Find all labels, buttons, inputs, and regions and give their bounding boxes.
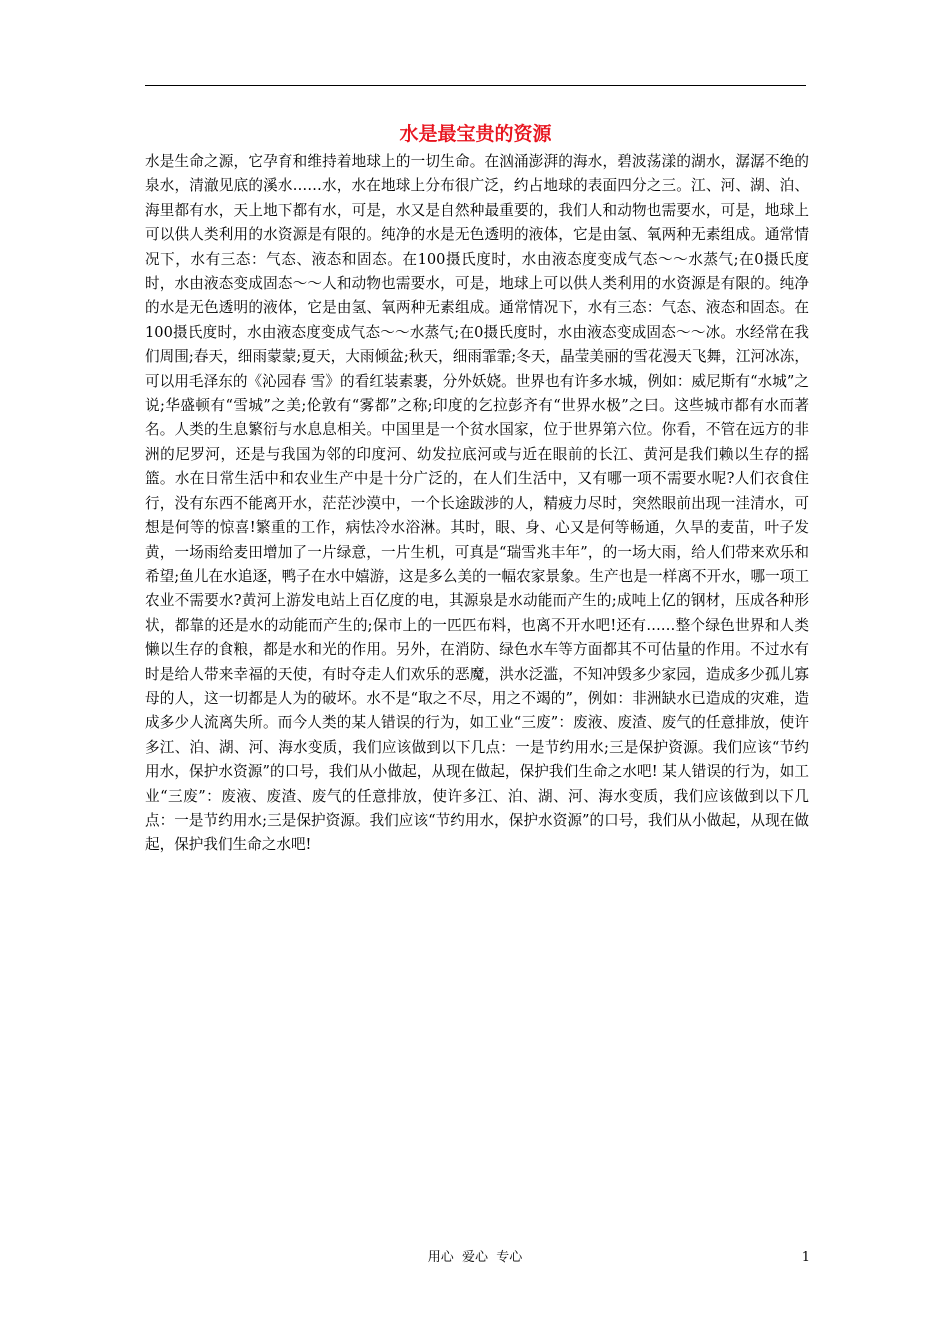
document-title: 水是最宝贵的资源 [399, 123, 552, 145]
header-rule [145, 85, 806, 86]
footer-slogan: 用心 爱心 专心 [427, 1250, 523, 1265]
document-body: 水是生命之源，它孕育和维持着地球上的一切生命。在汹涌澎湃的海水，碧波荡漾的湖水，潺潺不绝的泉水，清澈见底的溪水……水，水在地球上分布很广泛，约占地球的表面四分之三。江、河、湖、泊、海里都有水，天上地下都有水，可是，水又是自然种最重要的，我们人和动物也需要水，可是，地球上可以供人类利用的水资源是有限的。纯净的水是无色透明的液体，它是由氢、氧两种无素组成。通常情况下，水有三态：气态、液态和固态。在100摄氏度时，水由液态度变成气态～～水蒸气;在0摄氏度时，水由液态变成固态～～人和动物也需要水，可是，地球上可以供人类利用的水资源是有限的。纯净的水是无色透明的液体，它是由氢、氧两种无素组成。通常情况下，水有三态：气态、液态和固态。在100摄氏度时，水由液态度变成气态～～水蒸气;在0摄氏度时，水由液态变成固态～～冰。水经常在我们周围;春天，细雨蒙蒙;夏天，大雨倾盆;秋天，细雨霏霏;冬天，晶莹美丽的雪花漫天飞舞，江河冰冻，可以用毛泽东的《沁园春 雪》的看红装素裹，分外妖娆。世界也有许多水城，例如：威尼斯有“水城”之说;华盛顿有“雪城”之美;伦敦有“雾都”之称;印度的乞拉彭齐有“世界水极”之曰。这些城市都有水而著名。人类的生息繁衍与水息息相关。中国里是一个贫水国家，位于世界第六位。你看，不管在远方的非洲的尼罗河，还是与我国为邻的印度河、幼发拉底河或与近在眼前的长江、黄河是我们赖以生存的摇篮。水在日常生活中和农业生产中是十分广泛的，在人们生活中，又有哪一项不需要水呢?人们衣食住行，没有东西不能离开水，茫茫沙漠中，一个长途跋涉的人，精疲力尽时，突然眼前出现一洼清水，可想是何等的惊喜!繁重的工作，病怯冷水浴淋。其时，眼、身、心又是何等畅通，久旱的麦苗，叶子发黄，一场雨给麦田增加了一片绿意，一片生机，可真是“瑞雪兆丰年”，的一场大雨，给人们带来欢乐和希望;鱼儿在水追逐，鸭子在水中嬉游，这是多么美的一幅农家景象。生产也是一样离不开水，哪一项工农业不需要水?黄河上游发电站上百亿度的电，其源泉是水动能而产生的;成吨上亿的钢材，压成各种形状，都靠的还是水的动能而产生的;保市上的一匹匹布料，也离不开水吧!还有……整个绿色世界和人类懒以生存的食粮，都是水和光的作用。另外，在消防、绿色水车等方面都其不可估量的作用。不过水有时是给人带来幸福的天使，有时夺走人们欢乐的恶魔，洪水泛滥，不知冲毁多少家园，造成多少孤儿寡母的人，这一切都是人为的破坏。水不是“取之不尽，用之不竭的”，例如：非洲缺水已造成的灾难，造成多少人流离失所。而今人类的某人错误的行为，如工业“三废”：废液、废渣、废气的任意排放，使许多江、泊、湖、河、海水变质，我们应该做到以下几点：一是节约用水;三是保护资源。我们应该“节约用水，保护水资源”的口号，我们从小做起，从现在做起，保护我们生命之水吧! 某人错误的行为，如工业“三废”：废液、废渣、废气的任意排放，使许多江、泊、湖、河、海水变质，我们应该做到以下几点：一是节约用水;三是保护资源。我们应该“节约用水，保护水资源”的口号，我们从小做起，从现在做起，保护我们生命之水吧! [145, 153, 809, 854]
page-number: 1 [801, 1250, 810, 1265]
